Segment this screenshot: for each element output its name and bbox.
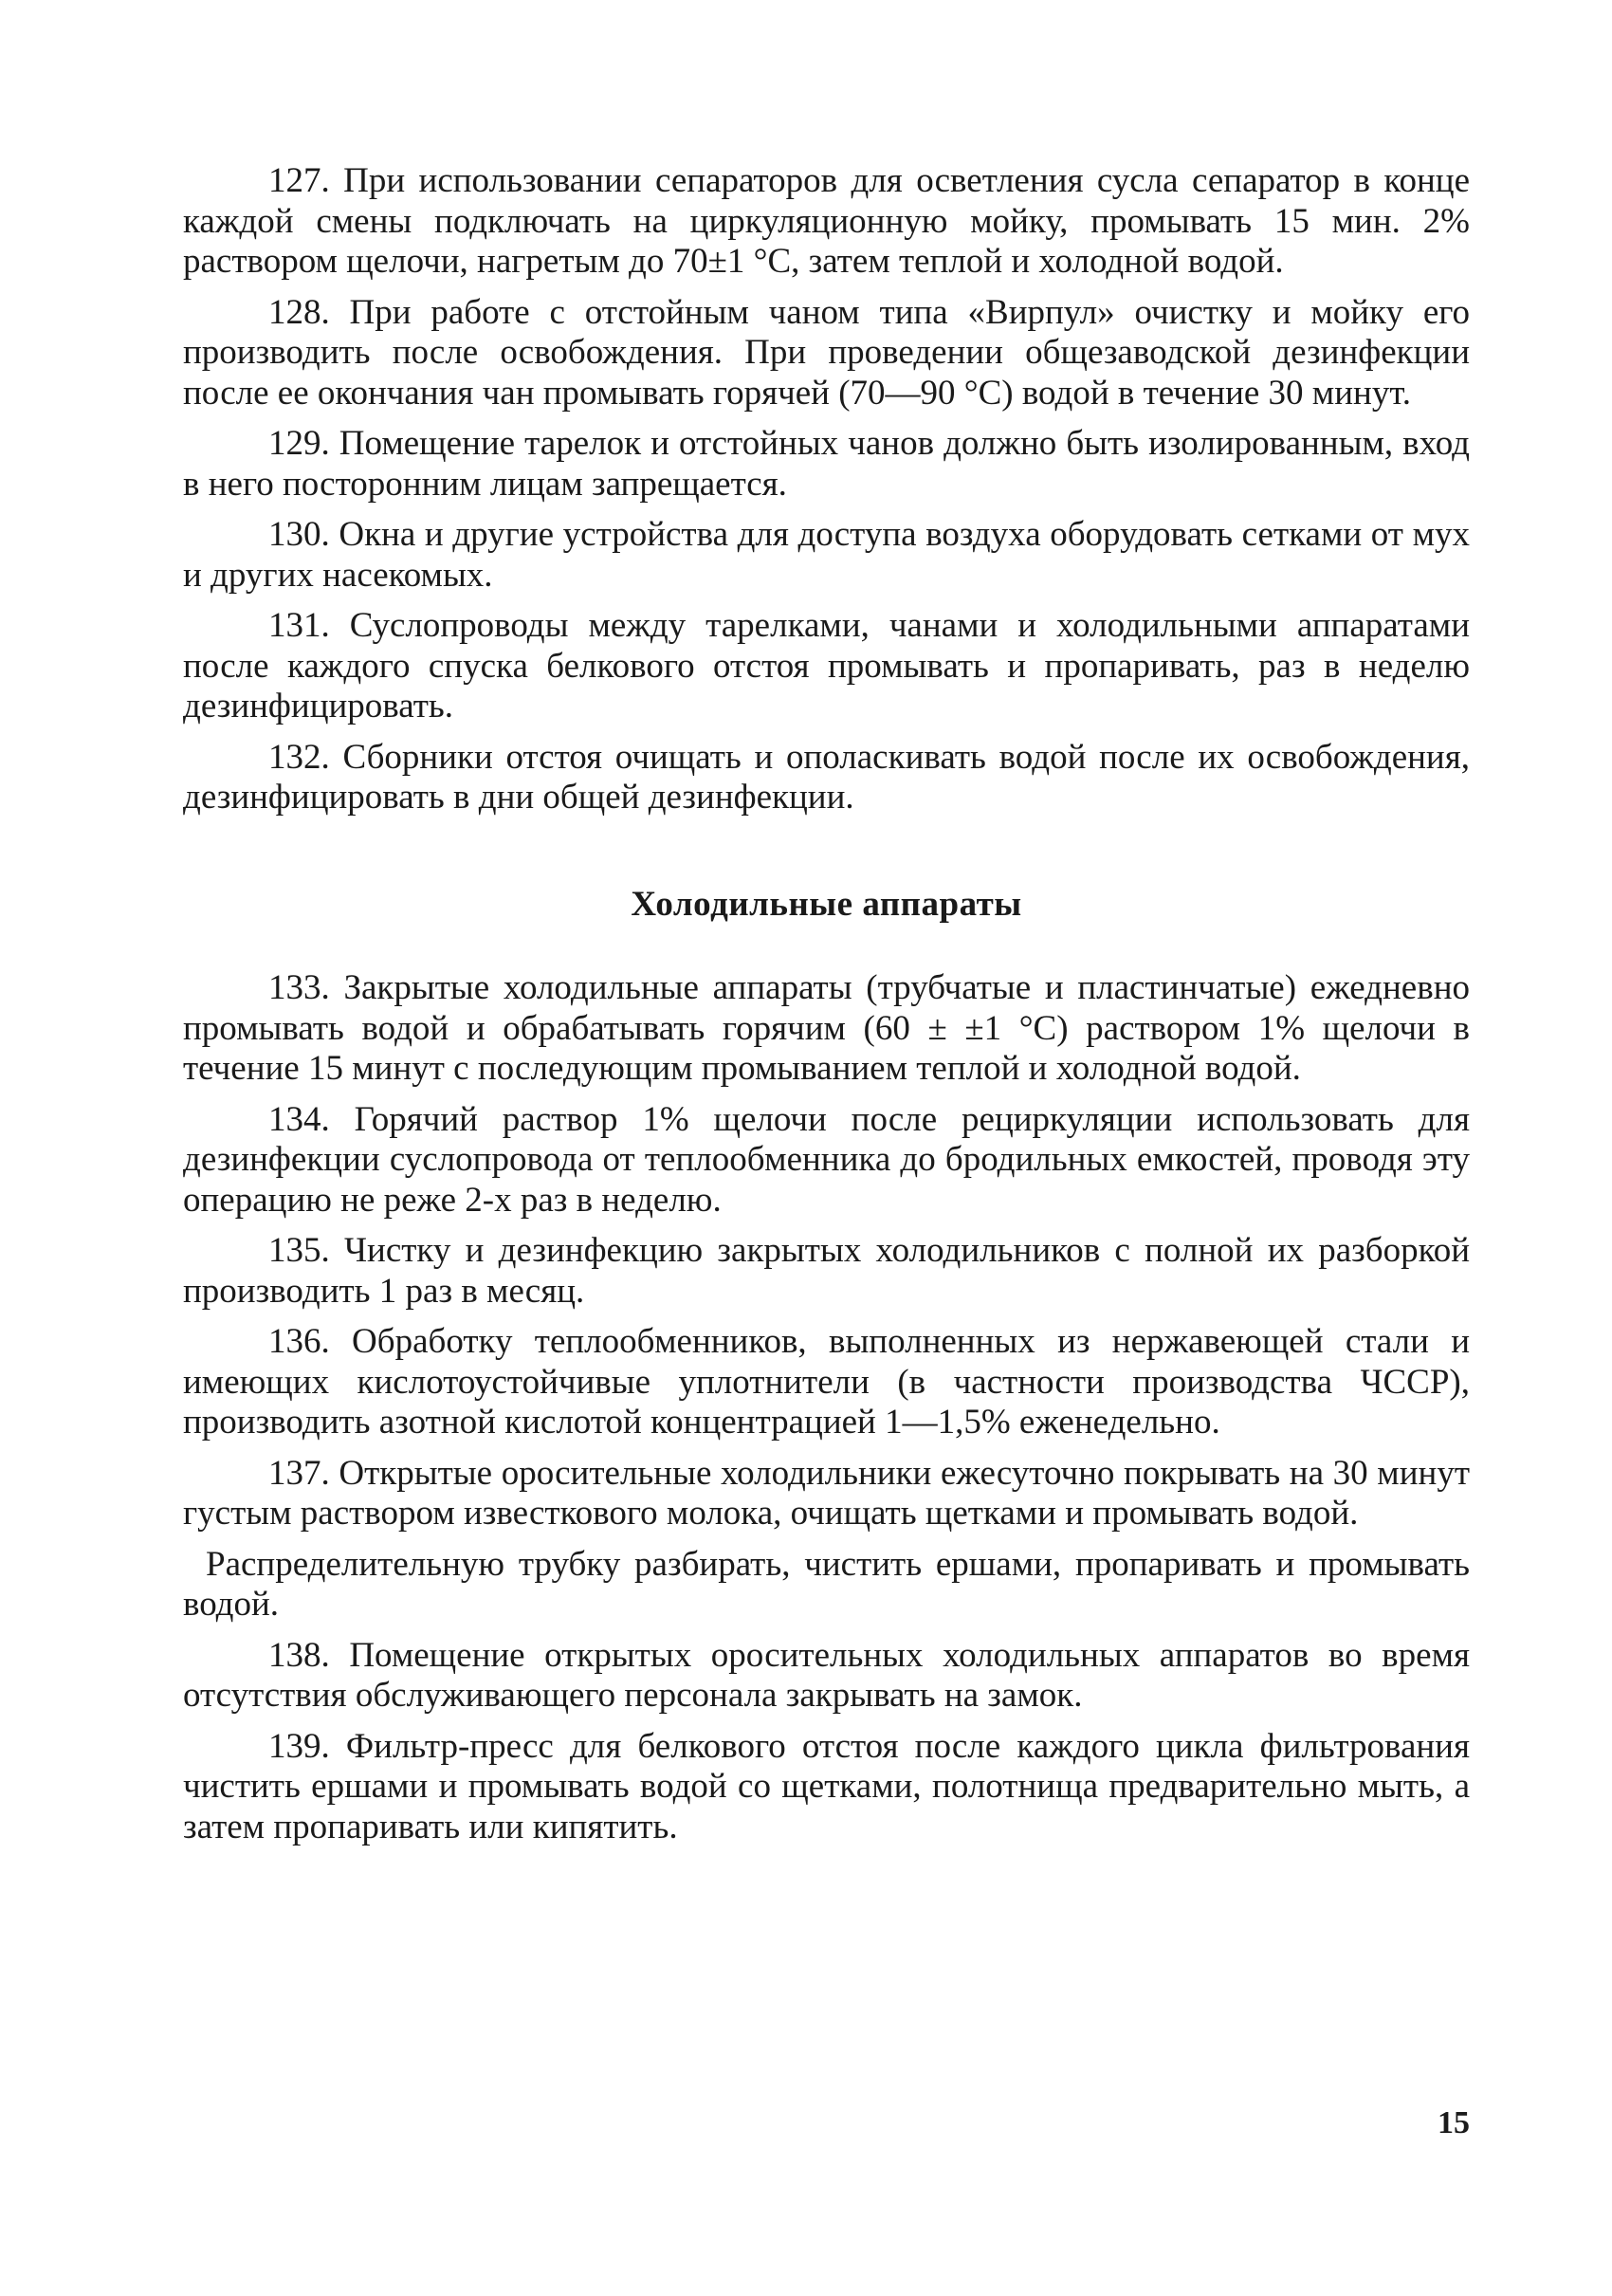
paragraph-137: 137. Открытые оросительные холодильники ежесуточно покрывать на 30 минут густым раствором известкового молока, очищать щетками и промывать водой. (183, 1453, 1470, 1533)
paragraph-131: 131. Суслопроводы между тарелками, чанами и холодильными аппаратами после каждого спуска белкового отстоя промывать и пропаривать, раз в неделю дезинфицировать. (183, 606, 1470, 726)
paragraph-136: 136. Обработку теплообменников, выполненных из нержавеющей стали и имеющих кислотоустойчивые уплотнители (в частности производства ЧССР), производить азотной кислотой концентрацией 1—1,5% еженедельно. (183, 1322, 1470, 1442)
paragraph-139: 139. Фильтр-пресс для белкового отстоя после каждого цикла фильтрования чистить ершами и промывать водой со щетками, полотнища предварительно мыть, а затем пропаривать или кипятить. (183, 1726, 1470, 1846)
page-number: 15 (1438, 2105, 1470, 2140)
paragraph-134: 134. Горячий раствор 1% щелочи после рециркуляции использовать для дезинфекции суслопровода от теплообменника до бродильных емкостей, проводя эту операцию не реже 2-х раз в неделю. (183, 1099, 1470, 1220)
paragraph-138: 138. Помещение открытых оросительных холодильных аппаратов во время отсутствия обслуживающего персонала закрывать на замок. (183, 1635, 1470, 1715)
paragraph-130: 130. Окна и другие устройства для доступа воздуха оборудовать сетками от мух и других насекомых. (183, 515, 1470, 595)
paragraph-129: 129. Помещение тарелок и отстойных чанов должно быть изолированным, вход в него посторонним лицам запрещается. (183, 424, 1470, 504)
paragraph-132: 132. Сборники отстоя очищать и ополаскивать водой после их освобождения, дезинфицировать в дни общей дезинфекции. (183, 737, 1470, 817)
section-heading: Холодильные аппараты (631, 884, 1022, 924)
paragraph-133: 133. Закрытые холодильные аппараты (трубчатые и пластинчатые) ежедневно промывать водой и обрабатывать горячим (60 ± ±1 °С) раствором 1% щелочи в течение 15 минут с последующим промыванием теплой и холодной водой. (183, 968, 1470, 1088)
paragraph-137-continuation: Распределительную трубку разбирать, чистить ершами, пропаривать и промывать водой. (183, 1544, 1470, 1624)
paragraph-128: 128. При работе с отстойным чаном типа «Вирпул» очистку и мойку его производить после освобождения. При проведении общезаводской дезинфекции после ее окончания чан промывать горячей (70—90 °С) водой в течение 30 минут. (183, 292, 1470, 413)
paragraph-127: 127. При использовании сепараторов для осветления сусла сепаратор в конце каждой смены подключать на циркуляционную мойку, промывать 15 мин. 2% раствором щелочи, нагретым до 70±1 °С, затем теплой и холодной водой. (183, 161, 1470, 281)
document-body (183, 161, 1470, 1858)
paragraph-135: 135. Чистку и дезинфекцию закрытых холодильников с полной их разборкой производить 1 раз в месяц. (183, 1231, 1470, 1311)
